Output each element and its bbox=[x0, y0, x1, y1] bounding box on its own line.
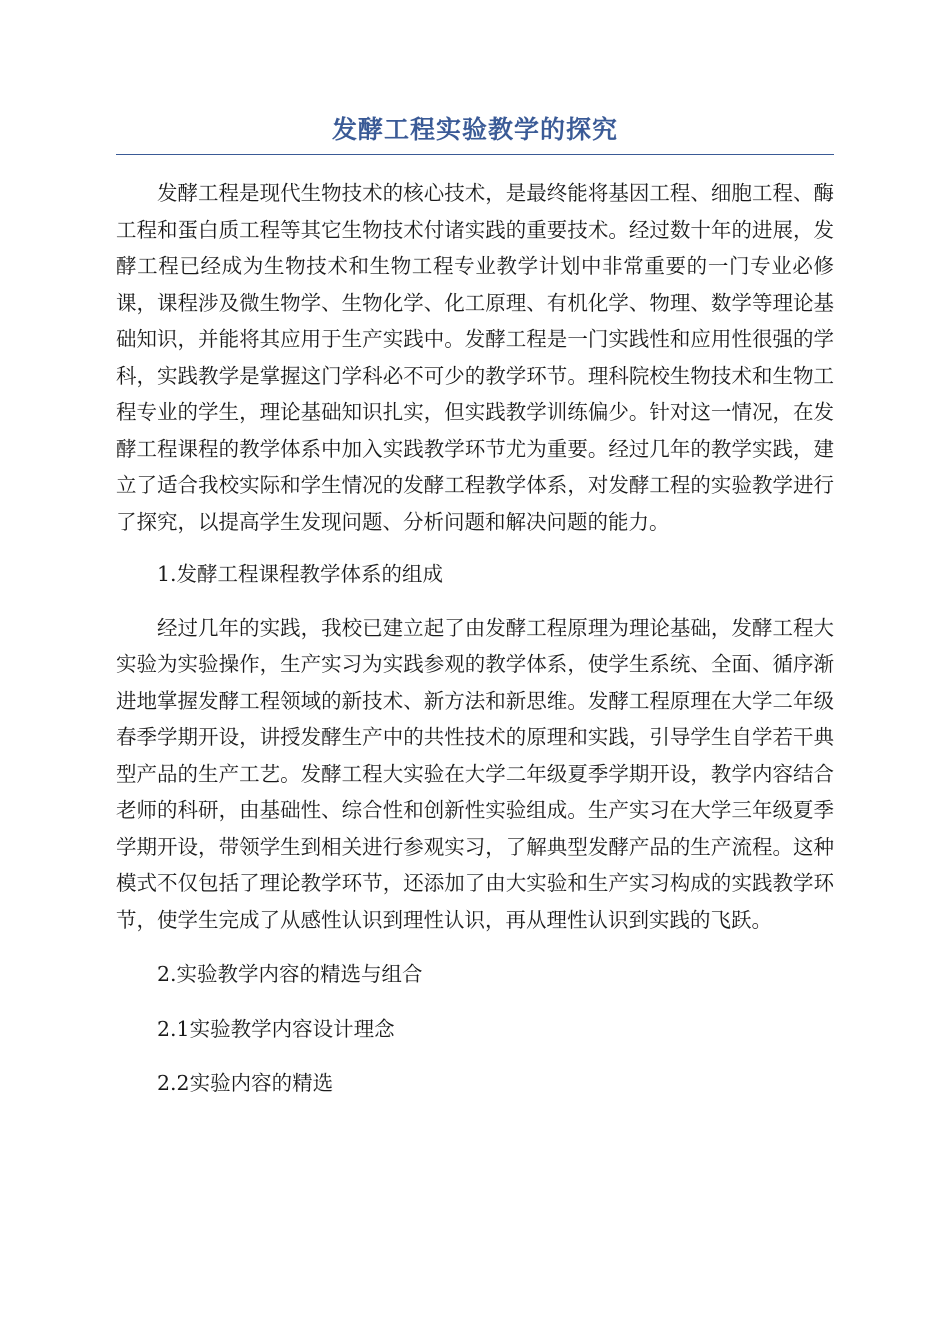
document-page bbox=[116, 110, 834, 1102]
subsection-heading-2-1: 2.1实验教学内容设计理念 bbox=[157, 1016, 395, 1041]
section-1-paragraph: 经过几年的实践，我校已建立起了由发酵工程原理为理论基础，发酵工程大实验为实验操作，生产实习为实践参观的教学体系，使学生系统、全面、循序渐进地掌握发酵工程领域的新技术、新方法和新思维。发酵工程原理在大学二年级春季学期开设，讲授发酵生产中的共性技术的原理和实践，引导学生自学若干典型产品的生产工艺。发酵工程大实验在大学二年级夏季学期开设，教学内容结合老师的科研，由基础性、综合性和创新性实验组成。生产实习在大学三年级夏季学期开设，带领学生到相关进行参观实习，了解典型发酵产品的生产流程。这种模式不仅包括了理论教学环节，还添加了由大实验和生产实习构成的实践教学环节，使学生完成了从感性认识到理性认识，再从理性认识到实践的飞跃。 bbox=[116, 615, 834, 932]
section-heading-1: 1.发酵工程课程教学体系的组成 bbox=[157, 562, 444, 586]
intro-paragraph: 发酵工程是现代生物技术的核心技术，是最终能将基因工程、细胞工程、酶工程和蛋白质工程等其它生物技术付诸实践的重要技术。经过数十年的进展，发酵工程已经成为生物技术和生物工程专业教学计划中非常重要的一门专业必修课，课程涉及微生物学、生物化学、化工原理、有机化学、物理、数学等理论基础知识，并能将其应用于生产实践中。发酵工程是一门实践性和应用性很强的学科，实践教学是掌握这门学科必不可少的教学环节。理科院校生物技术和生物工程专业的学生，理论基础知识扎实，但实践教学训练偏少。针对这一情况，在发酵工程课程的教学体系中加入实践教学环节尤为重要。经过几年的教学实践，建立了适合我校实际和学生情况的发酵工程教学体系，对发酵工程的实验教学进行了探究，以提高学生发现问题、分析问题和解决问题的能力。 bbox=[116, 181, 834, 534]
title-underline bbox=[116, 154, 834, 155]
subsection-heading-2-2: 2.2实验内容的精选 bbox=[157, 1071, 334, 1095]
section-heading-2: 2.实验教学内容的精选与组合 bbox=[157, 962, 423, 986]
document-title: 发酵工程实验教学的探究 bbox=[331, 115, 618, 144]
